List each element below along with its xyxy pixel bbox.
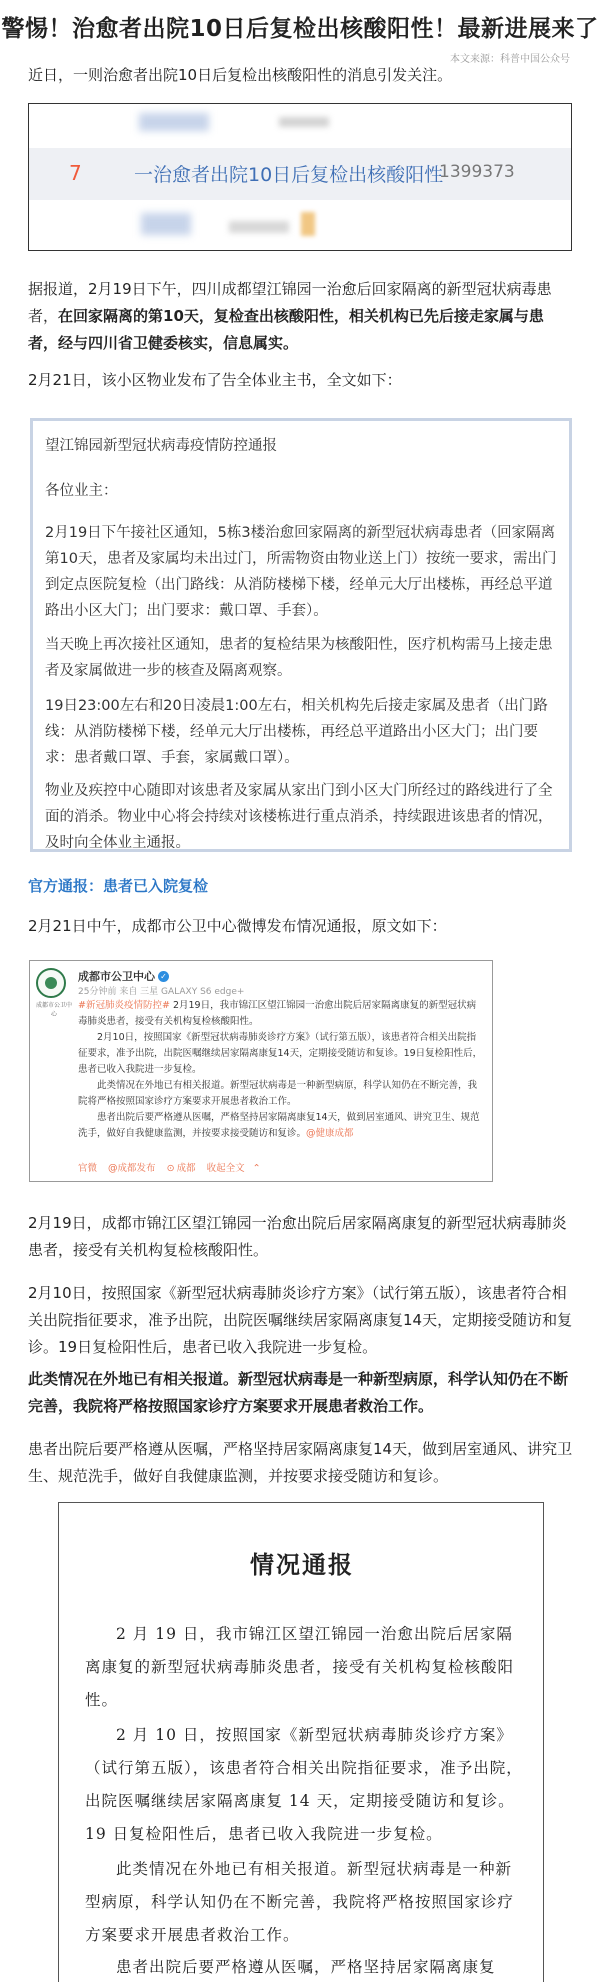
hot-search-rank: 7 <box>69 161 82 185</box>
weibo-paragraph-2: 2月10日，按照国家《新型冠状病毒肺炎诊疗方案》（试行第五版），该患者符合相关出院指征要求，准予出院，出院医嘱继续居家隔离康复14天，定期接受随访和复诊。19日复检阳性后，患者已收入我院进一步复检。 <box>78 1032 483 1075</box>
weibo-paragraph-3: 此类情况在外地已有相关报道。新型冠状病毒是一种新型病原，科学认知仍在不断完善，我院将严格按照国家诊疗方案要求开展患者救治工作。 <box>78 1080 478 1107</box>
hot-search-count: 1399373 <box>439 162 515 182</box>
statement-paragraph-2: 2月10日，按照国家《新型冠状病毒肺炎诊疗方案》（试行第五版），该患者符合相关出院指征要求，准予出院，出院医嘱继续居家隔离康复14天，定期接受随访和复诊。19日复检阳性后，患者已收入我院进一步复检。 <box>28 1284 573 1356</box>
notice-paragraph-1: 2月19日下午接社区通知，5栋3楼治愈回家隔离的新型冠状病毒患者（回家隔离第10天，患者及家属均未出过门，所需物资由物业送上门）按统一要求，需出门到定点医院复检（出门路线：从消防楼梯下楼，经单元大厅出楼栋，再经总平道路出小区大门；出门要求：戴口罩、手套）。 <box>45 525 557 619</box>
intro-paragraph: 近日，一则治愈者出院10日后复检出核酸阳性的消息引发关注。 <box>28 66 453 84</box>
chevron-up-icon: ⌃ <box>252 1163 261 1174</box>
article-source: 本文来源：科普中国公众号 <box>450 54 570 65</box>
weibo-intro: 2月21日中午，成都市公卫中心微博发布情况通报，原文如下： <box>28 917 447 935</box>
weibo-hashtag[interactable]: #新冠肺炎疫情防控# <box>78 1000 170 1011</box>
weibo-footer-collapse[interactable]: 收起全文 <box>206 1163 245 1174</box>
report-bold-text: 在回家隔离的第10天，复检查出核酸阳性，相关机构已先后接走家属与患者，经与四川省卫健委核实，信息属实。 <box>28 307 544 352</box>
notice-paragraph-4: 物业及疾控中心随即对该患者及家属从家出门到小区大门所经过的路线进行了全面的消杀。物业中心将会持续对该楼栋进行重点消杀，持续跟进该患者的情况，及时向全体业主通报。 <box>45 783 553 851</box>
blurred-entry-above-count <box>279 117 329 127</box>
blurred-hot-badge <box>301 212 315 236</box>
weibo-account-name[interactable] <box>78 968 169 984</box>
weibo-paragraph-4 <box>78 1110 483 1142</box>
blurred-entry-below-count <box>229 221 289 233</box>
blurred-entry-below <box>141 213 191 235</box>
notice-paragraph-3: 19日23:00左右和20日凌晨1:00左右，相关机构先后接走家属及患者（出门路线：从消防楼梯下楼，经单元大厅出楼栋，再经总平道路出小区大门；出门要求：患者戴口罩、手套，家属戴口罩）。 <box>45 698 548 766</box>
weibo-footer-mention[interactable]: @成都发布 <box>108 1163 156 1174</box>
bulletin-paragraph-1: 2 月 19 日，我市锦江区望江锦园一治愈出院后居家隔离康复的新型冠状病毒肺炎患者，接受有关机构复检核酸阳性。 <box>85 1625 515 1709</box>
hot-search-row[interactable] <box>29 148 572 200</box>
weibo-mention-link[interactable]: @健康成都 <box>306 1128 354 1139</box>
report-text: 据报道，2月19日下午，四川成都望江锦园一治愈后回家隔离的新型冠状病毒患者， <box>28 280 552 325</box>
weibo-line-4: 患者出院后要严格遵从医嘱，严格坚持居家隔离康复14天，做到居室通风、讲究卫生、规范洗手，做好自我健康监测，并按要求接受随访和复诊。 <box>78 1112 480 1139</box>
notice-title: 望江锦园新型冠状病毒疫情防控通报 <box>45 438 277 454</box>
weibo-meta: 25分钟前 来自 三星 GALAXY S6 edge+ <box>78 987 245 997</box>
article-title: 警惕！治愈者出院10日后复检出核酸阳性！最新进展来了 <box>1 16 599 42</box>
weibo-footer-location[interactable]: 成都 <box>176 1163 196 1174</box>
bulletin-title: 情况通报 <box>250 1550 354 1579</box>
weibo-footer-official[interactable]: 官微 <box>78 1163 98 1174</box>
weibo-footer <box>78 1160 269 1174</box>
notice-paragraph-2: 当天晚上再次接社区通知，患者的复检结果为核酸阳性，医疗机构需马上接走患者及家属做进一步的核查及隔离观察。 <box>45 637 553 679</box>
bulletin-image <box>58 1502 544 1982</box>
weibo-paragraph-1 <box>78 998 483 1030</box>
weibo-account-label[interactable]: 成都市公卫中心 <box>78 970 155 983</box>
notice-salutation: 各位业主： <box>45 483 118 499</box>
bulletin-paragraph-4: 患者出院后要严格遵从医嘱，严格坚持居家隔离康复 <box>116 1958 496 1976</box>
weibo-avatar[interactable] <box>36 968 66 998</box>
bulletin-paragraph-2: 2 月 10 日，按照国家《新型冠状病毒肺炎诊疗方案》（试行第五版），该患者符合相关出院指征要求，准予出院，出院医嘱继续居家隔离康复 14 天，定期接受随访和复诊。19 日复检阳性后，患者已收入我院进一步复检。 <box>85 1726 523 1843</box>
statement-paragraph-3: 此类情况在外地已有相关报道。新型冠状病毒是一种新型病原，科学认知仍在不断完善，我院将严格按照国家诊疗方案要求开展患者救治工作。 <box>28 1370 569 1415</box>
hot-search-screenshot <box>28 103 572 251</box>
weibo-avatar-caption: 成都市公卫中心 <box>36 1002 73 1018</box>
statement-paragraph-1: 2月19日，成都市锦江区望江锦园一治愈出院后居家隔离康复的新型冠状病毒肺炎患者，接受有关机构复检核酸阳性。 <box>28 1214 567 1259</box>
property-notice-box <box>30 418 572 852</box>
blurred-entry-above <box>139 113 209 131</box>
weibo-body <box>78 998 483 1142</box>
report-paragraph <box>28 276 573 357</box>
bulletin-paragraph-3: 此类情况在外地已有相关报道。新型冠状病毒是一种新型病原，科学认知仍在不断完善，我院将严格按照国家诊疗方案要求开展患者救治工作。 <box>85 1860 515 1944</box>
hot-search-text[interactable]: 一治愈者出院10日后复检出核酸阳性 <box>134 164 444 186</box>
weibo-line-1: 2月19日，我市锦江区望江锦园一治愈出院后居家隔离康复的新型冠状病毒肺炎患者，接受有关机构复检核酸阳性。 <box>78 1000 477 1027</box>
statement-paragraph-4: 患者出院后要严格遵从医嘱，严格坚持居家隔离康复14天，做到居室通风、讲究卫生、规范洗手，做好自我健康监测，并按要求接受随访和复诊。 <box>28 1440 573 1485</box>
notice-intro: 2月21日，该小区物业发布了告全体业主书，全文如下： <box>28 371 402 389</box>
verified-icon: ✓ <box>158 971 169 982</box>
weibo-screenshot <box>29 960 493 1182</box>
official-heading: 官方通报：患者已入院复检 <box>28 877 209 895</box>
location-pin-icon: ⊙ <box>166 1163 175 1174</box>
